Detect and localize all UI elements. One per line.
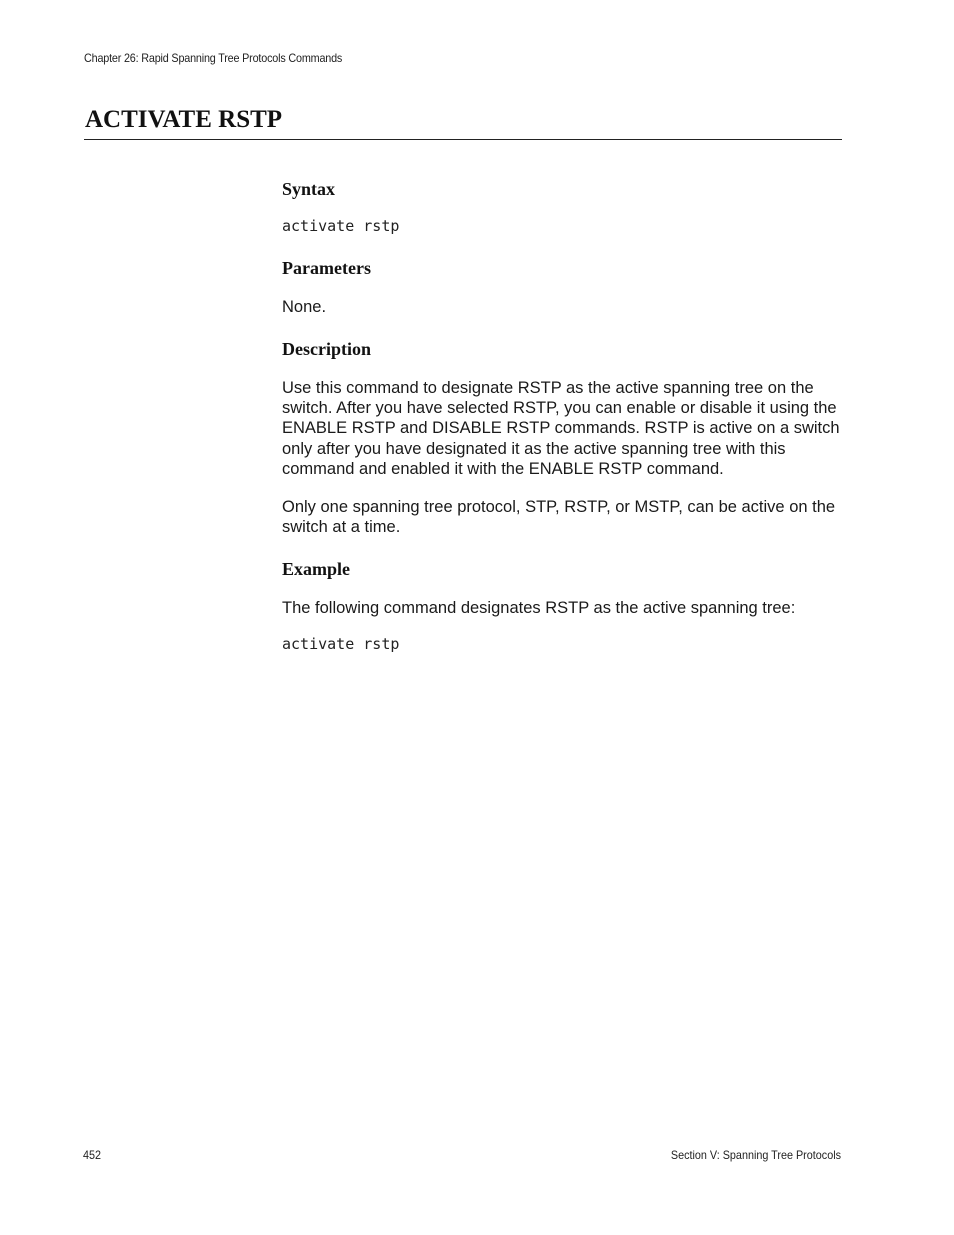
- title-divider: [84, 139, 842, 140]
- example-code: activate rstp: [282, 635, 400, 653]
- syntax-heading: Syntax: [282, 179, 336, 199]
- running-header: Chapter 26: Rapid Spanning Tree Protocols Commands: [84, 51, 343, 65]
- syntax-code: activate rstp: [282, 217, 400, 235]
- example-heading: Example: [282, 559, 351, 579]
- description-heading: Description: [282, 339, 371, 359]
- page-number: 452: [83, 1148, 102, 1162]
- footer-section: Section V: Spanning Tree Protocols: [670, 1148, 841, 1162]
- example-text: The following command designates RSTP as the active spanning tree:: [282, 599, 796, 617]
- parameters-heading: Parameters: [282, 258, 371, 278]
- parameters-text: None.: [282, 298, 327, 316]
- page-title: ACTIVATE RSTP: [85, 106, 283, 133]
- description-paragraph-2: Only one spanning tree protocol, STP, RSTP, or MSTP, can be active on the switch at a time.: [282, 498, 836, 537]
- description-paragraph-1: Use this command to designate RSTP as the active spanning tree on the switch. After you have selected RSTP, you can enable or disable it using the ENABLE RSTP and DISABLE RSTP commands. RSTP is active on a switch only after you have designated it as the active spanning tree with this command and enabled it with the ENABLE RSTP command.: [282, 379, 840, 478]
